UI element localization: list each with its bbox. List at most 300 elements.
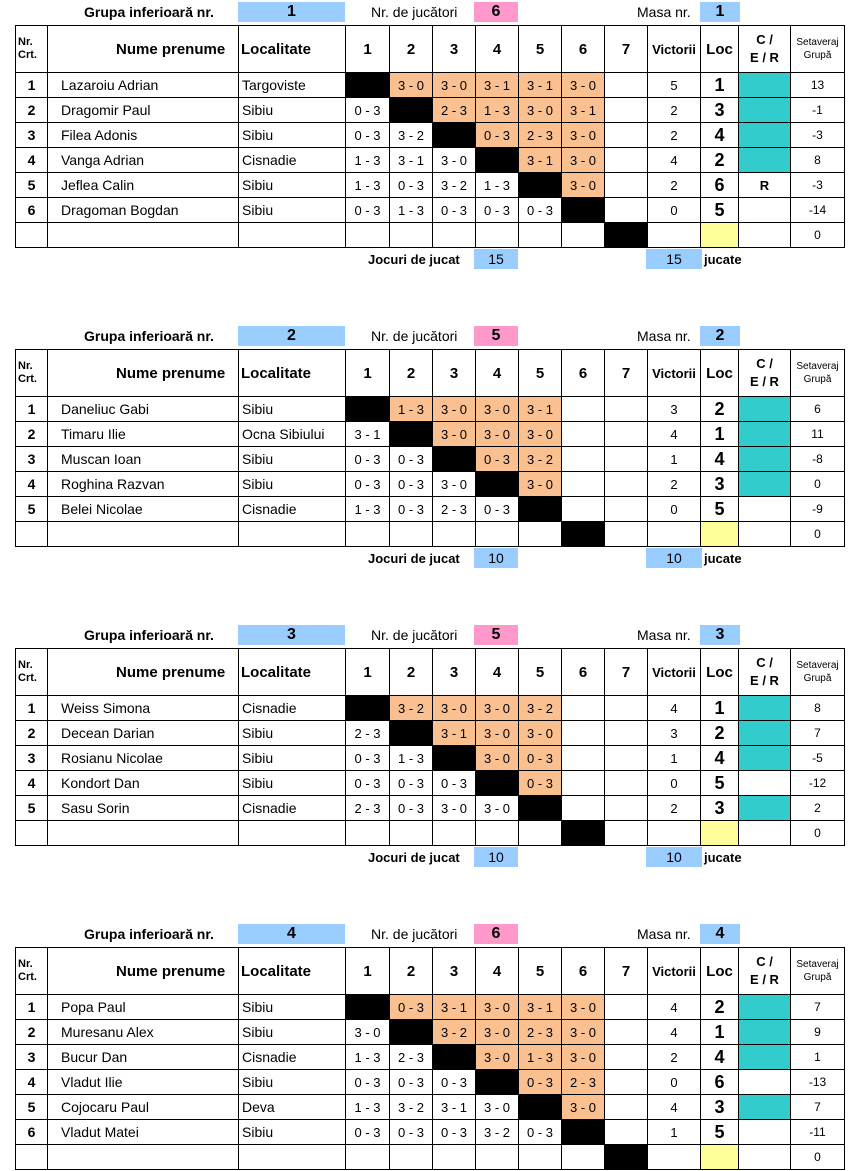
score-cell[interactable]: 0 - 3 [519,746,562,771]
player-city[interactable]: Cisnadie [239,1045,346,1070]
player-city[interactable]: Sibiu [239,397,346,422]
score-cell[interactable]: 2 - 3 [390,1045,433,1070]
score-cell[interactable]: 0 - 3 [390,796,433,821]
score-cell[interactable] [605,1020,648,1045]
cer-cell[interactable] [739,696,791,721]
score-cell[interactable]: 0 - 3 [346,98,390,123]
player-name[interactable]: Cojocaru Paul [48,1095,239,1120]
col-name-header: Nume prenume [48,26,239,73]
score-cell[interactable] [605,522,648,547]
score-cell[interactable] [605,1070,648,1095]
score-cell[interactable] [346,1145,390,1170]
place-cell: 6 [701,173,739,198]
score-cell[interactable]: 2 - 3 [562,1070,605,1095]
cer-cell[interactable] [739,1045,791,1070]
cer-cell[interactable] [739,98,791,123]
score-cell[interactable]: 3 - 0 [562,148,605,173]
group-footer [0,547,849,571]
score-cell[interactable] [562,447,605,472]
group-footer [0,846,849,870]
col-cer-header: C / E / R [739,649,791,696]
col-match-header: 6 [562,26,605,73]
score-cell[interactable] [390,721,433,746]
col-match-header: 2 [390,350,433,397]
player-name[interactable]: Lazaroiu Adrian [48,73,239,98]
players-count-label: Nr. de jucători [371,4,458,20]
score-cell[interactable]: 3 - 0 [519,472,562,497]
player-name[interactable]: Weiss Simona [48,696,239,721]
cer-cell[interactable] [739,1095,791,1120]
score-cell[interactable] [476,148,519,173]
cer-cell[interactable] [739,123,791,148]
score-cell[interactable] [605,223,648,248]
player-city[interactable]: Sibiu [239,472,346,497]
score-cell[interactable] [346,73,390,98]
player-city[interactable]: Sibiu [239,1070,346,1095]
score-cell[interactable]: 0 - 3 [476,447,519,472]
score-cell[interactable]: 3 - 0 [476,1020,519,1045]
table-row [16,73,845,98]
score-cell[interactable]: 3 - 0 [433,422,476,447]
player-city[interactable] [239,1145,346,1170]
cer-cell[interactable] [739,472,791,497]
score-cell[interactable] [519,173,562,198]
score-cell[interactable]: 2 - 3 [346,796,390,821]
score-cell[interactable] [605,173,648,198]
score-cell[interactable] [562,397,605,422]
score-cell[interactable] [390,422,433,447]
cer-cell[interactable] [739,73,791,98]
score-cell[interactable] [562,497,605,522]
score-cell[interactable]: 3 - 0 [519,721,562,746]
score-cell[interactable] [605,148,648,173]
player-city[interactable] [239,522,346,547]
cer-cell[interactable] [739,796,791,821]
player-city[interactable]: Sibiu [239,771,346,796]
player-city[interactable]: Sibiu [239,1020,346,1045]
score-cell[interactable]: 3 - 0 [433,73,476,98]
score-cell[interactable] [605,497,648,522]
score-cell[interactable] [390,1020,433,1045]
row-nr: 4 [16,1070,48,1095]
score-cell[interactable] [476,223,519,248]
player-name[interactable]: Vladut Ilie [48,1070,239,1095]
score-cell[interactable] [433,1145,476,1170]
score-cell[interactable]: 0 - 3 [433,1070,476,1095]
place-cell: 1 [701,1020,739,1045]
score-cell[interactable] [562,796,605,821]
score-cell[interactable] [519,1145,562,1170]
cer-cell[interactable] [739,223,791,248]
player-name[interactable]: Bucur Dan [48,1045,239,1070]
score-cell[interactable]: 3 - 0 [433,472,476,497]
score-cell[interactable] [562,1120,605,1145]
score-cell[interactable] [519,522,562,547]
score-cell[interactable]: 3 - 0 [562,1095,605,1120]
wins-cell: 5 [648,73,701,98]
score-cell[interactable] [605,1045,648,1070]
col-setaveraj-header: Setaveraj Grupă [791,948,845,995]
score-cell[interactable]: 3 - 1 [433,721,476,746]
cer-cell[interactable] [739,746,791,771]
score-cell[interactable] [390,98,433,123]
cer-cell[interactable] [739,1070,791,1095]
score-cell[interactable]: 3 - 0 [476,397,519,422]
score-cell[interactable] [605,472,648,497]
score-cell[interactable] [605,198,648,223]
score-cell[interactable]: 3 - 0 [562,1045,605,1070]
player-name[interactable]: Timaru Ilie [48,422,239,447]
score-cell[interactable]: 3 - 0 [346,1020,390,1045]
score-cell[interactable] [605,721,648,746]
player-name[interactable] [48,1145,239,1170]
score-cell[interactable] [519,796,562,821]
score-cell[interactable] [562,821,605,846]
score-cell[interactable]: 2 - 3 [433,497,476,522]
score-cell[interactable]: 3 - 1 [476,73,519,98]
score-cell[interactable] [605,123,648,148]
score-cell[interactable]: 3 - 1 [346,422,390,447]
score-cell[interactable] [346,821,390,846]
score-cell[interactable]: 3 - 0 [476,1045,519,1070]
player-name[interactable]: Dragomir Paul [48,98,239,123]
score-cell[interactable] [562,223,605,248]
player-name[interactable]: Muresanu Alex [48,1020,239,1045]
score-cell[interactable]: 3 - 2 [519,696,562,721]
score-cell[interactable] [476,1145,519,1170]
score-cell[interactable] [562,696,605,721]
score-cell[interactable]: 3 - 0 [433,696,476,721]
score-cell[interactable]: 0 - 3 [346,771,390,796]
score-cell[interactable]: 3 - 2 [519,447,562,472]
score-cell[interactable] [519,223,562,248]
player-city[interactable]: Sibiu [239,447,346,472]
table-header-row [16,26,845,73]
cer-cell[interactable] [739,397,791,422]
score-cell[interactable]: 3 - 0 [562,173,605,198]
col-place-header: Loc [701,350,739,397]
player-city[interactable]: Sibiu [239,198,346,223]
score-cell[interactable]: 3 - 1 [519,148,562,173]
score-cell[interactable] [605,796,648,821]
cer-cell[interactable] [739,522,791,547]
score-cell[interactable]: 0 - 3 [346,746,390,771]
player-name[interactable]: Roghina Razvan [48,472,239,497]
score-cell[interactable]: 3 - 2 [390,696,433,721]
player-name[interactable]: Dragoman Bogdan [48,198,239,223]
player-city[interactable]: Sibiu [239,746,346,771]
score-cell[interactable]: 3 - 1 [519,397,562,422]
score-cell[interactable]: 0 - 3 [476,198,519,223]
player-name[interactable]: Muscan Ioan [48,447,239,472]
score-cell[interactable]: 3 - 2 [433,173,476,198]
player-name[interactable]: Kondort Dan [48,771,239,796]
score-cell[interactable]: 3 - 1 [433,995,476,1020]
score-cell[interactable] [562,1145,605,1170]
row-nr: 2 [16,721,48,746]
score-cell[interactable]: 0 - 3 [390,995,433,1020]
score-cell[interactable]: 3 - 0 [476,796,519,821]
score-cell[interactable]: 1 - 3 [346,148,390,173]
score-cell[interactable] [562,721,605,746]
score-cell[interactable] [605,746,648,771]
score-cell[interactable] [605,73,648,98]
score-cell[interactable]: 3 - 1 [562,98,605,123]
score-cell[interactable]: 3 - 1 [390,148,433,173]
group-header [0,0,849,25]
cer-cell[interactable] [739,148,791,173]
score-cell[interactable] [346,995,390,1020]
score-cell[interactable]: 1 - 3 [346,497,390,522]
score-cell[interactable]: 2 - 3 [346,721,390,746]
score-cell[interactable]: 3 - 0 [433,796,476,821]
wins-cell: 2 [648,1045,701,1070]
score-cell[interactable] [605,397,648,422]
score-cell[interactable]: 3 - 1 [519,73,562,98]
score-cell[interactable]: 0 - 3 [346,447,390,472]
score-cell[interactable]: 1 - 3 [346,1045,390,1070]
score-cell[interactable]: 3 - 2 [433,1020,476,1045]
score-cell[interactable]: 3 - 0 [476,1095,519,1120]
score-cell[interactable]: 1 - 3 [346,173,390,198]
score-cell[interactable]: 3 - 0 [519,98,562,123]
player-name[interactable]: Daneliuc Gabi [48,397,239,422]
score-cell[interactable] [433,522,476,547]
score-cell[interactable]: 3 - 2 [390,1095,433,1120]
score-cell[interactable] [476,472,519,497]
player-city[interactable]: Cisnadie [239,796,346,821]
score-cell[interactable] [562,746,605,771]
score-cell[interactable] [390,522,433,547]
table-row [16,422,845,447]
score-cell[interactable]: 0 - 3 [433,1120,476,1145]
score-cell[interactable]: 0 - 3 [390,173,433,198]
table-row [16,497,845,522]
score-cell[interactable] [605,1145,648,1170]
player-name[interactable]: Decean Darian [48,721,239,746]
score-cell[interactable]: 3 - 0 [562,995,605,1020]
score-cell[interactable]: 1 - 3 [390,746,433,771]
setaveraj-cell: 2 [791,796,845,821]
score-cell[interactable] [346,223,390,248]
score-cell[interactable] [476,522,519,547]
player-city[interactable]: Sibiu [239,123,346,148]
score-cell[interactable] [433,821,476,846]
player-name[interactable]: Jeflea Calin [48,173,239,198]
row-nr: 2 [16,1020,48,1045]
score-cell[interactable]: 0 - 3 [519,1070,562,1095]
score-cell[interactable] [562,472,605,497]
score-cell[interactable] [346,397,390,422]
score-cell[interactable] [605,1095,648,1120]
score-cell[interactable]: 3 - 0 [519,422,562,447]
player-city[interactable]: Cisnadie [239,148,346,173]
games-to-play-count: 15 [474,249,518,269]
player-city[interactable]: Cisnadie [239,696,346,721]
table-row [16,1120,845,1145]
score-cell[interactable] [605,447,648,472]
col-nr-header: Nr. Crt. [16,26,48,73]
row-nr [16,522,48,547]
group-block [0,623,849,870]
player-city[interactable]: Sibiu [239,995,346,1020]
score-cell[interactable]: 3 - 2 [390,123,433,148]
score-cell[interactable]: 0 - 3 [519,198,562,223]
score-cell[interactable]: 3 - 0 [562,1020,605,1045]
score-cell[interactable] [562,422,605,447]
score-cell[interactable]: 0 - 3 [390,771,433,796]
player-name[interactable] [48,522,239,547]
setaveraj-cell: 7 [791,721,845,746]
score-cell[interactable] [433,123,476,148]
score-cell[interactable]: 0 - 3 [433,198,476,223]
score-cell[interactable]: 0 - 3 [390,1070,433,1095]
score-cell[interactable]: 0 - 3 [346,1120,390,1145]
score-cell[interactable]: 1 - 3 [390,198,433,223]
score-cell[interactable]: 3 - 0 [476,746,519,771]
player-name[interactable]: Filea Adonis [48,123,239,148]
score-cell[interactable] [476,771,519,796]
player-name[interactable]: Belei Nicolae [48,497,239,522]
score-cell[interactable]: 0 - 3 [519,771,562,796]
score-cell[interactable]: 1 - 3 [346,1095,390,1120]
player-name[interactable]: Vladut Matei [48,1120,239,1145]
score-cell[interactable] [476,1070,519,1095]
score-cell[interactable]: 0 - 3 [519,1120,562,1145]
score-cell[interactable] [433,1045,476,1070]
score-cell[interactable]: 3 - 1 [433,1095,476,1120]
score-cell[interactable] [433,223,476,248]
player-city[interactable]: Sibiu [239,173,346,198]
score-cell[interactable]: 3 - 1 [519,995,562,1020]
player-city[interactable]: Targoviste [239,73,346,98]
score-cell[interactable]: 3 - 0 [476,696,519,721]
cer-cell[interactable] [739,447,791,472]
score-cell[interactable] [562,522,605,547]
score-cell[interactable]: 0 - 3 [390,472,433,497]
score-cell[interactable] [433,746,476,771]
score-cell[interactable] [605,1120,648,1145]
cer-cell[interactable] [739,422,791,447]
score-cell[interactable]: 3 - 0 [562,73,605,98]
player-city[interactable] [239,821,346,846]
place-cell: 4 [701,746,739,771]
cer-cell[interactable] [739,198,791,223]
cer-cell[interactable] [739,1020,791,1045]
score-cell[interactable]: 0 - 3 [346,1070,390,1095]
score-cell[interactable] [605,98,648,123]
score-cell[interactable]: 1 - 3 [476,173,519,198]
score-cell[interactable] [519,821,562,846]
player-name[interactable]: Vanga Adrian [48,148,239,173]
score-cell[interactable] [519,497,562,522]
score-cell[interactable] [390,223,433,248]
played-label: jucate [704,850,742,865]
score-cell[interactable]: 3 - 0 [433,397,476,422]
player-city[interactable]: Sibiu [239,1120,346,1145]
player-name[interactable]: Rosianu Nicolae [48,746,239,771]
player-name[interactable] [48,821,239,846]
score-cell[interactable]: 3 - 0 [476,721,519,746]
table-row [16,746,845,771]
score-cell[interactable] [605,995,648,1020]
score-cell[interactable]: 1 - 3 [476,98,519,123]
place-cell [701,1145,739,1170]
player-name[interactable] [48,223,239,248]
score-cell[interactable] [390,1145,433,1170]
setaveraj-cell: -5 [791,746,845,771]
wins-cell: 0 [648,771,701,796]
score-cell[interactable] [346,522,390,547]
score-cell[interactable]: 0 - 3 [390,1120,433,1145]
player-name[interactable]: Sasu Sorin [48,796,239,821]
score-cell[interactable] [562,771,605,796]
score-cell[interactable] [433,447,476,472]
player-city[interactable]: Ocna Sibiului [239,422,346,447]
score-cell[interactable]: 1 - 3 [519,1045,562,1070]
place-cell: 2 [701,148,739,173]
score-cell[interactable] [519,1095,562,1120]
score-cell[interactable]: 3 - 2 [476,1120,519,1145]
score-cell[interactable]: 0 - 3 [390,497,433,522]
score-cell[interactable]: 0 - 3 [433,771,476,796]
score-cell[interactable]: 3 - 0 [390,73,433,98]
cer-cell[interactable] [739,821,791,846]
score-cell[interactable]: 0 - 3 [346,198,390,223]
score-cell[interactable] [346,696,390,721]
score-cell[interactable]: 0 - 3 [476,497,519,522]
table-row [16,995,845,1020]
cer-cell[interactable]: R [739,173,791,198]
score-cell[interactable]: 0 - 3 [476,123,519,148]
score-cell[interactable] [562,198,605,223]
player-city[interactable]: Sibiu [239,98,346,123]
score-cell[interactable]: 2 - 3 [519,123,562,148]
score-cell[interactable] [605,696,648,721]
player-name[interactable]: Popa Paul [48,995,239,1020]
score-cell[interactable] [605,422,648,447]
setaveraj-cell: -9 [791,497,845,522]
score-cell[interactable] [605,771,648,796]
cer-cell[interactable] [739,497,791,522]
player-city[interactable]: Sibiu [239,721,346,746]
score-cell[interactable]: 2 - 3 [433,98,476,123]
score-cell[interactable]: 3 - 0 [476,422,519,447]
cer-cell[interactable] [739,1145,791,1170]
player-city[interactable] [239,223,346,248]
table-header-row [16,649,845,696]
score-cell[interactable]: 0 - 3 [390,447,433,472]
score-cell[interactable]: 3 - 0 [476,995,519,1020]
score-cell[interactable]: 3 - 0 [433,148,476,173]
score-cell[interactable]: 2 - 3 [519,1020,562,1045]
cer-cell[interactable] [739,771,791,796]
score-cell[interactable]: 0 - 3 [346,123,390,148]
score-cell[interactable]: 1 - 3 [390,397,433,422]
cer-cell[interactable] [739,1120,791,1145]
cer-cell[interactable] [739,995,791,1020]
player-city[interactable]: Cisnadie [239,497,346,522]
score-cell[interactable] [605,821,648,846]
score-cell[interactable] [476,821,519,846]
player-city[interactable]: Deva [239,1095,346,1120]
cer-cell[interactable] [739,721,791,746]
wins-cell [648,1145,701,1170]
score-cell[interactable] [390,821,433,846]
score-cell[interactable]: 3 - 0 [562,123,605,148]
score-cell[interactable]: 0 - 3 [346,472,390,497]
col-nr-header: Nr. Crt. [16,948,48,995]
